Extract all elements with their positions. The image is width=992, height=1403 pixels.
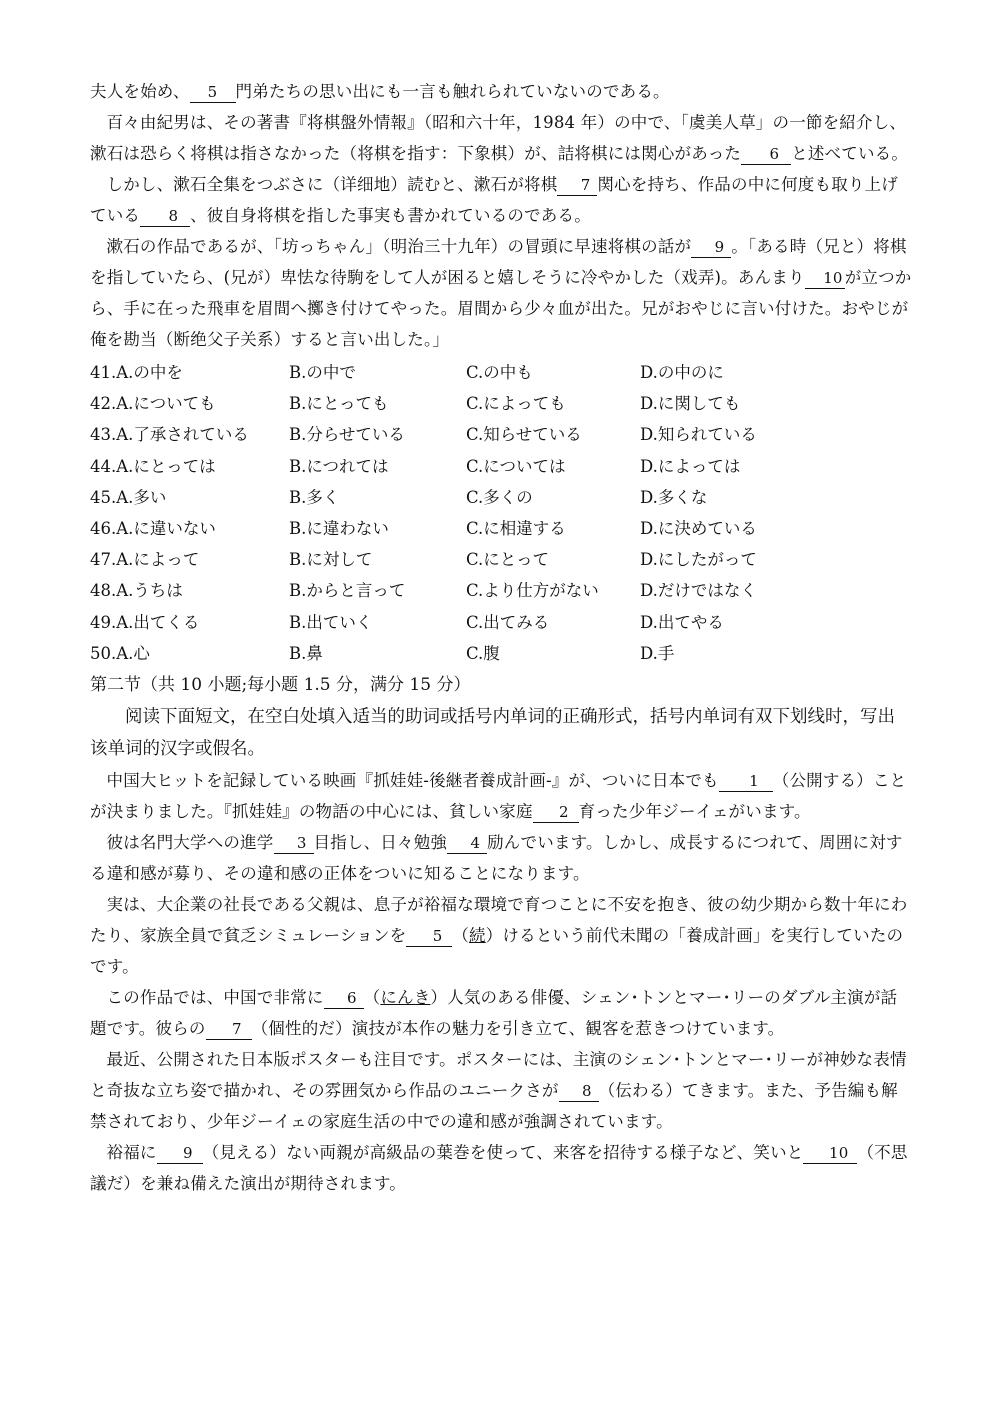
text: 実は、大企業の社長である父親は、息子が裕福な環境で育つことに不安を抱き、彼の幼少期から数十年にわたり、家族全員で貧乏シミュレーションを bbox=[90, 895, 908, 946]
option-c: C.出てみる bbox=[466, 612, 550, 632]
option-b: B.の中で bbox=[289, 363, 356, 382]
option-b: B.鼻 bbox=[289, 643, 323, 663]
option-c: C.によっても bbox=[466, 394, 566, 414]
option-d: D.知られている bbox=[640, 425, 757, 445]
option-c: C.については bbox=[466, 456, 566, 476]
paragraph bbox=[90, 76, 912, 107]
option-row bbox=[90, 388, 912, 419]
text: 最近、公開された日本版ポスターも注目です。ポスターには、主演のシェン･トンとマー･リーが神妙な表情と奇抜な立ち姿で描かれ、その雰囲気から作品のユニークさが bbox=[90, 1050, 907, 1101]
option-c: C.の中も bbox=[466, 363, 533, 382]
option-a: 50.A.心 bbox=[90, 643, 150, 663]
option-row bbox=[90, 638, 912, 669]
text: （公開する）ことが決まりました。『抓娃娃』の物語の中心には、貧しい家庭 bbox=[90, 771, 907, 822]
text: 関心を持ち、作品の中に何度も取り上げている bbox=[90, 175, 899, 225]
paragraph bbox=[90, 1044, 912, 1137]
text: （個性的だ）演技が本作の魅力を引き立て、観客を惹きつけています。 bbox=[251, 1019, 785, 1039]
blank-5: 5 bbox=[190, 82, 236, 103]
options-list bbox=[90, 357, 912, 669]
option-a: 41.A.の中を bbox=[90, 363, 183, 382]
text: （ bbox=[452, 926, 470, 946]
paragraph bbox=[90, 982, 912, 1044]
paragraph bbox=[90, 231, 912, 355]
option-d: D.出てやる bbox=[640, 612, 724, 632]
underlined-word: にんき bbox=[380, 988, 431, 1008]
blank-9: 9 bbox=[691, 237, 731, 258]
option-row bbox=[90, 544, 912, 575]
option-d: D.の中のに bbox=[640, 363, 724, 382]
blank-8: 8 bbox=[140, 206, 190, 227]
option-a: 43.A.了承されている bbox=[90, 425, 249, 445]
text: と述べている。 bbox=[791, 144, 909, 163]
section-instruction: 阅读下面短文，在空白处填入适当的助词或括号内单词的正确形式，括号内单词有双下划线时，写出该单词的汉字或假名。 bbox=[90, 707, 895, 760]
text: 、彼自身将棋を指した事実も書かれているのである。 bbox=[190, 206, 591, 225]
blank-5: 5 bbox=[406, 926, 452, 947]
option-c: C.知らせている bbox=[466, 425, 582, 445]
option-b: B.にとっても bbox=[289, 394, 389, 414]
option-c: C.腹 bbox=[466, 643, 500, 663]
option-row bbox=[90, 607, 912, 638]
paragraph bbox=[90, 169, 912, 231]
option-b: B.につれては bbox=[289, 456, 389, 476]
text: ）けるという前代未聞の「養成計画」を実行していたのです。 bbox=[90, 926, 904, 977]
blank-6: 6 bbox=[324, 988, 364, 1009]
paragraph bbox=[90, 889, 912, 982]
option-b: B.に対して bbox=[289, 550, 373, 570]
option-b: B.分らせている bbox=[289, 425, 405, 445]
text: ）人気のある俳優、シェン･トンとマー･リーのダブル主演が話題です。彼らの bbox=[90, 988, 898, 1039]
text: 門弟たちの思い出にも一言も触れられていないのである。 bbox=[235, 82, 670, 101]
text: （不思議だ）を兼ね備えた演出が期待されます。 bbox=[90, 1143, 908, 1194]
text: 。「ある時（兄と）将棋を指していたら、(兄が）卑怯な待駒をして人が困ると嬉しそうに冷やかした（戏弄)。あんまり bbox=[90, 237, 907, 287]
option-c: C.にとって bbox=[466, 550, 549, 570]
option-d: D.に関しても bbox=[640, 394, 741, 414]
document-page bbox=[90, 76, 912, 1199]
option-b: B.出ていく bbox=[289, 612, 373, 632]
text: 百々由紀男は、その著書『将棋盤外情報』（昭和六十年，1984 年）の中で、「虞美人草」の一節を紹介し、漱石は恐らく将棋は指さなかった（将棋を指す：下象棋）が、詰将棋には関心があった bbox=[90, 113, 907, 163]
paragraph bbox=[90, 827, 912, 889]
text: 中国大ヒットを記録している映画『抓娃娃-後継者養成計画-』が、ついに日本でも bbox=[106, 771, 719, 791]
text: この作品では、中国で非常に bbox=[106, 988, 324, 1008]
option-a: 49.A.出てくる bbox=[90, 612, 200, 632]
blank-10: 10 bbox=[805, 268, 845, 289]
blank-9: 9 bbox=[157, 1143, 203, 1164]
option-d: D.にしたがって bbox=[640, 550, 757, 570]
blank-6: 6 bbox=[741, 144, 791, 165]
blank-8: 8 bbox=[559, 1081, 599, 1102]
option-a: 48.A.うちは bbox=[90, 581, 183, 601]
option-row bbox=[90, 513, 912, 544]
option-d: D.手 bbox=[640, 643, 675, 663]
option-c: C.に相違する bbox=[466, 519, 566, 539]
option-a: 45.A.多い bbox=[90, 487, 167, 507]
underlined-word: 続 bbox=[469, 926, 486, 946]
option-b: B.に違わない bbox=[289, 519, 389, 539]
option-row bbox=[90, 575, 912, 606]
blank-7: 7 bbox=[557, 175, 597, 196]
option-row bbox=[90, 357, 912, 388]
option-b: B.多く bbox=[289, 487, 340, 507]
blank-7: 7 bbox=[206, 1019, 252, 1040]
paragraph bbox=[90, 107, 912, 169]
option-d: D.だけではなく bbox=[640, 581, 757, 601]
option-a: 46.A.に違いない bbox=[90, 519, 216, 539]
blank-10: 10 bbox=[803, 1143, 857, 1164]
section-header: 第二节（共 10 小题;每小题 1.5 分，满分 15 分） bbox=[90, 675, 471, 696]
option-d: D.によっては bbox=[640, 456, 741, 476]
blank-4: 4 bbox=[447, 833, 487, 854]
text: しかし、漱石全集をつぶさに（详细地）読むと、漱石が将棋 bbox=[106, 175, 558, 194]
blank-2: 2 bbox=[533, 802, 579, 823]
text: （ bbox=[363, 988, 381, 1008]
blank-1: 1 bbox=[719, 771, 773, 792]
option-row bbox=[90, 451, 912, 482]
text: 彼は名門大学への進学 bbox=[106, 833, 274, 853]
option-c: C.多くの bbox=[466, 487, 533, 507]
option-a: 42.A.についても bbox=[90, 394, 216, 414]
option-b: B.からと言って bbox=[289, 581, 406, 601]
option-d: D.多くな bbox=[640, 487, 708, 507]
paragraph bbox=[90, 765, 912, 827]
option-a: 44.A.にとっては bbox=[90, 456, 216, 476]
paragraph bbox=[90, 1137, 912, 1199]
text: 夫人を始め、 bbox=[90, 82, 190, 101]
text: 育った少年ジーイェがいます。 bbox=[578, 802, 811, 822]
text: 漱石の作品であるが、「坊っちゃん」（明治三十九年）の冒頭に早速将棋の話が bbox=[106, 237, 692, 256]
text: （伝わる）てきます。また、予告編も解禁されており、少年ジーイェの家庭生活の中での違和感が強調されています。 bbox=[90, 1081, 898, 1132]
option-row bbox=[90, 419, 912, 450]
text: が立つから、手に在った飛車を眉間へ擲き付けてやった。眉間から少々血が出た。兄がおやじに言い付けた。おやじが俺を勘当（断绝父子关系）すると言い出した。」 bbox=[90, 268, 912, 349]
blank-3: 3 bbox=[274, 833, 314, 854]
text: 目指し、日々勉強 bbox=[313, 833, 448, 853]
option-d: D.に決めている bbox=[640, 519, 757, 539]
option-row bbox=[90, 482, 912, 513]
text: 裕福に bbox=[106, 1143, 157, 1163]
text: （見える）ない両親が高級品の葉巻を使って、来客を招待する様子など、笑いと bbox=[202, 1143, 804, 1163]
option-c: C.より仕方がない bbox=[466, 581, 599, 601]
text: 励んでいます。しかし、成長するにつれて、周囲に対する違和感が募り、その違和感の正体をついに知ることになります。 bbox=[90, 833, 903, 884]
option-a: 47.A.によって bbox=[90, 550, 200, 570]
